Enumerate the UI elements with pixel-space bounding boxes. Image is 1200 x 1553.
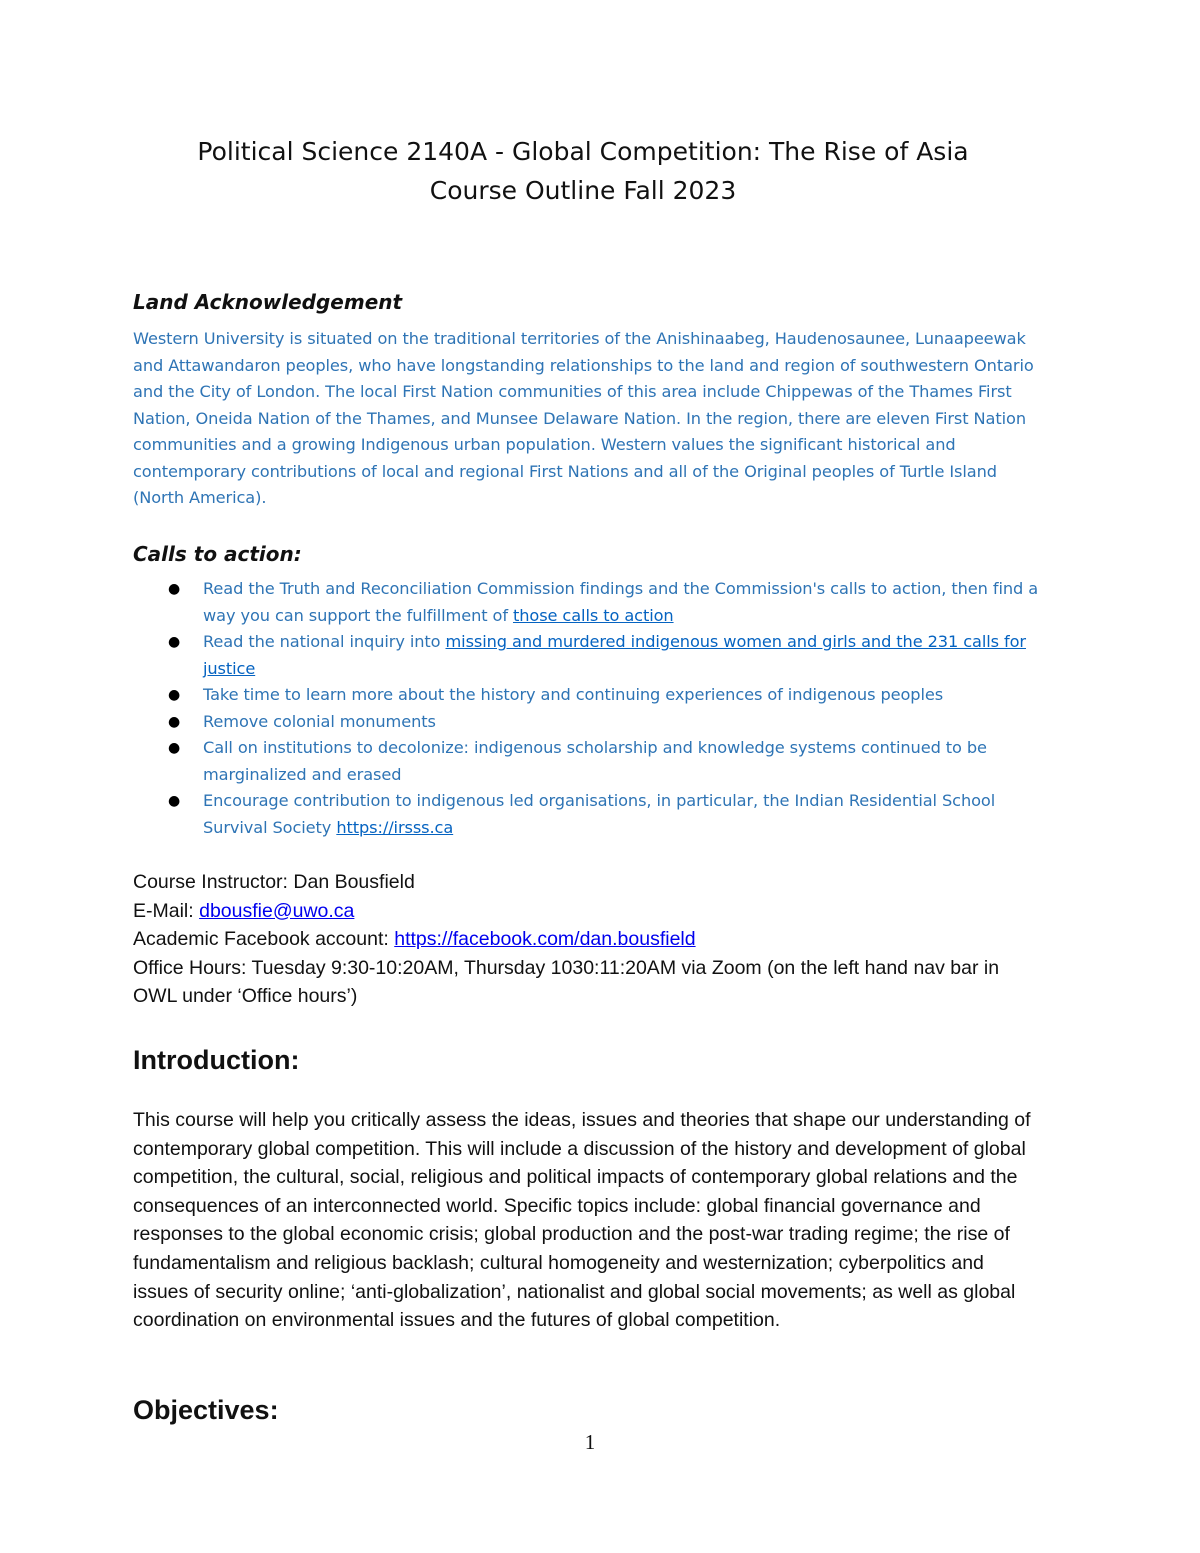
calls-to-action-link[interactable]: those calls to action: [512, 605, 674, 625]
list-item: [163, 629, 1043, 682]
bullet-icon: ●: [168, 713, 181, 730]
email-line: [133, 897, 1043, 926]
list-item-text: Call on institutions to decolonize: indigenous scholarship and knowledge systems continued to be marginalized and erased: [203, 738, 987, 784]
list-item-text: Remove colonial monuments: [203, 711, 436, 731]
bullet-icon: ●: [168, 581, 181, 597]
list-item-text: Read the national inquiry into: [203, 632, 446, 651]
page-number: 1: [584, 1430, 596, 1454]
list-item-text: Read the Truth and Reconciliation Commission findings and the Commission's calls to action, then find a way you can support the fulfillment of: [203, 579, 1039, 625]
email-label: E-Mail:: [133, 899, 200, 922]
land-acknowledgement-heading: Land Acknowledgement: [133, 290, 403, 314]
irsss-link[interactable]: https://irsss.ca: [336, 817, 454, 837]
list-item: [163, 682, 1043, 709]
facebook-link[interactable]: https://facebook.com/dan.bousfield: [394, 928, 696, 951]
facebook-line: [133, 925, 1043, 954]
list-item: [163, 576, 1043, 629]
list-item: [163, 709, 1043, 736]
land-acknowledgement-text: Western University is situated on the traditional territories of the Anishinaabeg, Haudenosaunee, Lunaapeewak and Attawandaron peoples, who have longstanding relationships to the land and region of southwestern Ontario and the City of London. The local First Nation communities of this area include Chippewas of the Thames First Nation, Oneida Nation of the Thames, and Munsee Delaware Nation. In the region, there are eleven First Nation communities and a growing Indigenous urban population. Western values the significant historical and contemporary contributions of local and regional First Nations and all of the Original peoples of Turtle Island (North America).: [133, 329, 1034, 507]
email-link[interactable]: dbousfie@uwo.ca: [199, 899, 355, 922]
course-subtitle: Course Outline Fall 2023: [429, 176, 737, 205]
list-item: [163, 788, 1043, 841]
instructor-name: Course Instructor: Dan Bousfield: [133, 871, 415, 893]
office-hours: Office Hours: Tuesday 9:30-10:20AM, Thursday 1030:11:20AM via Zoom (on the left hand nav bar in OWL under ‘Office hours’): [133, 956, 1000, 1008]
course-title: Political Science 2140A - Global Competition: The Rise of Asia: [197, 137, 969, 166]
introduction-heading: Introduction:: [133, 1045, 300, 1075]
calls-to-action-list: [163, 576, 1043, 841]
list-item-text: Take time to learn more about the history and continuing experiences of indigenous peoples: [203, 685, 944, 704]
list-item-text: Encourage contribution to indigenous led organisations, in particular, the Indian Residential School Survival Society: [203, 791, 996, 837]
bullet-icon: ●: [168, 687, 181, 703]
mmiwg-inquiry-link[interactable]: missing and murdered indigenous women and girls and the 231 calls for justice: [203, 632, 1026, 678]
bullet-icon: ●: [168, 793, 181, 809]
list-item: [163, 735, 1043, 788]
facebook-label: Academic Facebook account:: [133, 928, 395, 951]
bullet-icon: ●: [168, 634, 181, 650]
contact-info: [133, 868, 1043, 1011]
objectives-heading: Objectives:: [133, 1395, 279, 1425]
introduction-text: This course will help you critically assess the ideas, issues and theories that shape our understanding of contemporary global competition. This will include a discussion of the history and development of global competition, the cultural, social, religious and political impacts of contemporary global relations and the consequences of an interconnected world. Specific topics include: global financial governance and responses to the global economic crisis; global production and the post-war trading regime; the rise of fundamentalism and religious backlash; cultural homogeneity and westernization; cyberpolitics and issues of security online; ‘anti-globalization’, nationalist and global social movements; as well as global coordination on environmental issues and the futures of global competition.: [133, 1109, 1031, 1332]
bullet-icon: ●: [168, 740, 181, 756]
calls-to-action-heading: Calls to action:: [133, 542, 302, 566]
